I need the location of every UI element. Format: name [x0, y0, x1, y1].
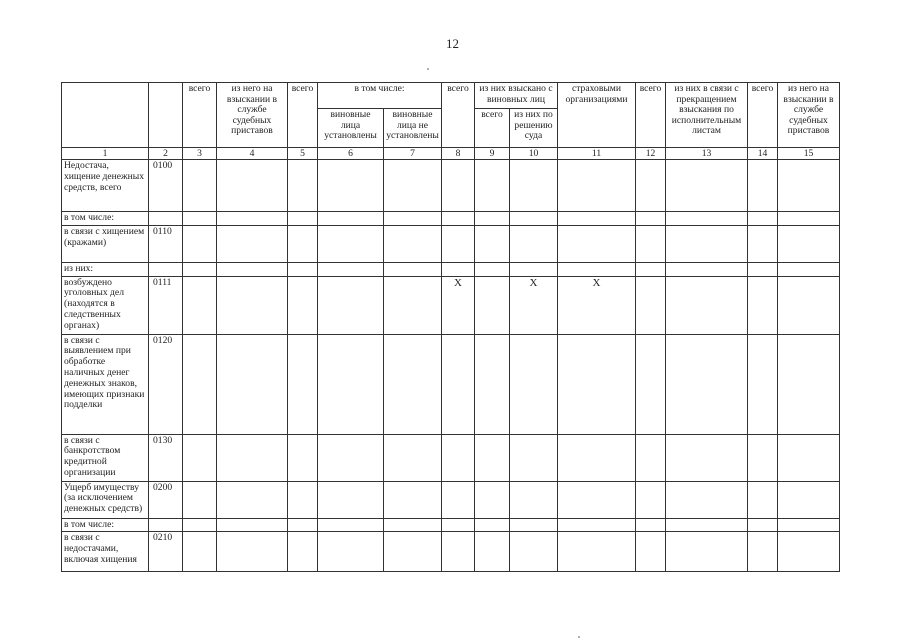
header-cell-12: всего — [636, 83, 666, 148]
column-number: 7 — [384, 148, 442, 160]
scan-speck — [578, 636, 580, 638]
column-number: 3 — [183, 148, 217, 160]
excluded-cell-mark: Х — [558, 276, 636, 334]
row-code — [149, 518, 183, 532]
column-number: 15 — [778, 148, 840, 160]
row-label: в связи с хищением (кражами) — [62, 225, 149, 262]
column-number: 10 — [510, 148, 558, 160]
row-code: 0111 — [149, 276, 183, 334]
row-label: Недостача, хищение денежных средств, всего — [62, 160, 149, 212]
header-group-6-7: в том числе: — [318, 83, 442, 109]
row-label: в связи с выявлением при обработке наличных денег денежных знаков, имеющих признаки подделки — [62, 334, 149, 434]
row-label: из них: — [62, 262, 149, 276]
row-code — [149, 212, 183, 226]
column-number: 1 — [62, 148, 149, 160]
header-cell-1 — [62, 83, 149, 148]
report-table — [61, 82, 840, 572]
row-code: 0130 — [149, 434, 183, 481]
header-cell-13: из них в связи с прекращением взыскания по исполнительным листам — [666, 83, 748, 148]
table-row — [62, 334, 840, 434]
column-number: 2 — [149, 148, 183, 160]
header-cell-2 — [149, 83, 183, 148]
column-number: 8 — [442, 148, 475, 160]
excluded-cell-mark: Х — [510, 276, 558, 334]
header-row-1 — [62, 83, 840, 109]
row-code: 0200 — [149, 481, 183, 518]
column-number: 11 — [558, 148, 636, 160]
row-label: возбуждено уголовных дел (находятся в следственных органах) — [62, 276, 149, 334]
table-row — [62, 481, 840, 518]
row-code: 0100 — [149, 160, 183, 212]
page-number: 12 — [446, 36, 459, 51]
row-label: в том числе: — [62, 212, 149, 226]
header-cell-14: всего — [748, 83, 778, 148]
header-cell-10: из них по решению суда — [510, 109, 558, 148]
column-number: 13 — [666, 148, 748, 160]
header-cell-4: из него на взыскании в службе судебных приставов — [217, 83, 288, 148]
table-row — [62, 276, 840, 334]
header-cell-15: из него на взыскании в службе судебных приставов — [778, 83, 840, 148]
excluded-cell-mark: Х — [442, 276, 475, 334]
row-code: 0110 — [149, 225, 183, 262]
row-label: в том числе: — [62, 518, 149, 532]
column-number: 9 — [475, 148, 510, 160]
header-cell-6: виновные лица установлены — [318, 109, 384, 148]
header-cell-8: всего — [442, 83, 475, 148]
column-number: 5 — [288, 148, 318, 160]
row-code: 0120 — [149, 334, 183, 434]
column-number: 4 — [217, 148, 288, 160]
column-number: 14 — [748, 148, 778, 160]
row-label: в связи с недостачами, включая хищения — [62, 532, 149, 572]
header-cell-9: всего — [475, 109, 510, 148]
row-code — [149, 262, 183, 276]
row-code: 0210 — [149, 532, 183, 572]
header-cell-7: виновные лица не установлены — [384, 109, 442, 148]
table-row — [62, 532, 840, 572]
table-row — [62, 212, 840, 226]
header-cell-3: всего — [183, 83, 217, 148]
table-row — [62, 262, 840, 276]
row-label: Ущерб имуществу (за исключением денежных средств) — [62, 481, 149, 518]
scan-speck — [427, 68, 429, 70]
table-row — [62, 518, 840, 532]
column-number: 12 — [636, 148, 666, 160]
table-row — [62, 225, 840, 262]
table-row — [62, 160, 840, 212]
header-group-9-10: из них взыскано с виновных лиц — [475, 83, 558, 109]
header-cell-11: страховыми организациями — [558, 83, 636, 148]
header-cell-5: всего — [288, 83, 318, 148]
column-number-row — [62, 148, 840, 160]
column-number: 6 — [318, 148, 384, 160]
row-label: в связи с банкротством кредитной организации — [62, 434, 149, 481]
table-row — [62, 434, 840, 481]
